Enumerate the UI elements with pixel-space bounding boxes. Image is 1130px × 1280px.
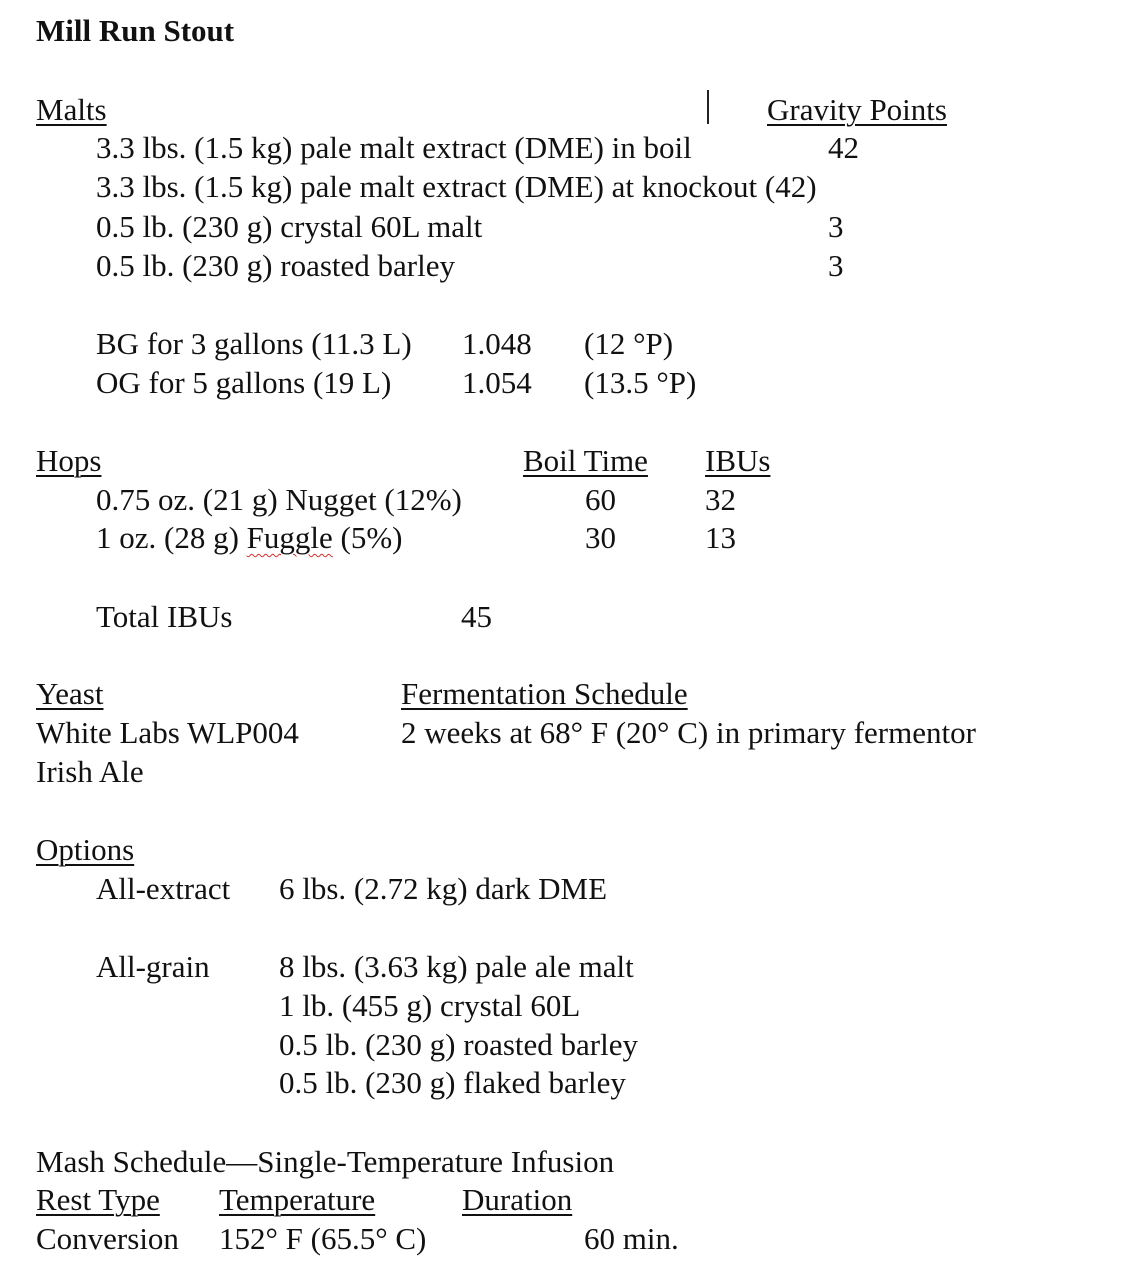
hop-item-1-ibu: 32 [705, 482, 736, 517]
mash-heading: Mash Schedule—Single-Temperature Infusion [36, 1144, 615, 1179]
malt-item-3-points: 3 [828, 209, 844, 244]
malts-heading: Malts [36, 92, 107, 127]
og-plato: (13.5 °P) [584, 365, 697, 400]
grain-item-2: 1 lb. (455 g) crystal 60L [279, 988, 581, 1023]
malt-item-1-points: 42 [828, 130, 859, 165]
gravity-points-heading: Gravity Points [767, 92, 947, 127]
spellcheck-word: Fuggle [246, 520, 333, 555]
bg-plato: (12 °P) [584, 326, 674, 361]
malt-item-4: 0.5 lb. (230 g) roasted barley [96, 248, 455, 283]
all-grain-label: All-grain [96, 949, 210, 984]
recipe-title: Mill Run Stout [36, 13, 235, 48]
total-ibus-label: Total IBUs [96, 599, 233, 634]
all-extract-label: All-extract [96, 871, 231, 906]
total-ibus-value: 45 [461, 599, 492, 634]
malt-item-2: 3.3 lbs. (1.5 kg) pale malt extract (DME) at knockout (42) [96, 169, 817, 204]
temperature-value: 152° F (65.5° C) [219, 1221, 427, 1256]
yeast-line-1: White Labs WLP004 [36, 715, 299, 750]
hop-item-2-ibu: 13 [705, 520, 736, 555]
malt-item-3: 0.5 lb. (230 g) crystal 60L malt [96, 209, 483, 244]
grain-item-3: 0.5 lb. (230 g) roasted barley [279, 1027, 638, 1062]
yeast-line-2: Irish Ale [36, 754, 144, 789]
hop-item-2 [96, 522, 403, 553]
ibus-heading: IBUs [705, 443, 771, 478]
all-extract-text: 6 lbs. (2.72 kg) dark DME [279, 871, 608, 906]
og-label: OG for 5 gallons (19 L) [96, 365, 392, 400]
bg-value: 1.048 [462, 326, 532, 361]
grain-item-4: 0.5 lb. (230 g) flaked barley [279, 1065, 626, 1100]
malt-item-1: 3.3 lbs. (1.5 kg) pale malt extract (DME) in boil [96, 130, 692, 165]
yeast-heading: Yeast [36, 676, 104, 711]
duration-heading: Duration [462, 1182, 573, 1217]
hop-item-2-time: 30 [585, 520, 616, 555]
malt-item-4-points: 3 [828, 248, 844, 283]
hop-item-2-pre: 1 oz. (28 g) [96, 520, 247, 555]
hop-item-1: 0.75 oz. (21 g) Nugget (12%) [96, 482, 462, 517]
bg-label: BG for 3 gallons (11.3 L) [96, 326, 412, 361]
hop-item-2-post: (5%) [332, 520, 403, 555]
hops-heading: Hops [36, 443, 102, 478]
grain-item-1: 8 lbs. (3.63 kg) pale ale malt [279, 949, 634, 984]
fermentation-heading: Fermentation Schedule [401, 676, 688, 711]
og-value: 1.054 [462, 365, 532, 400]
fermentation-text: 2 weeks at 68° F (20° C) in primary fermentor [401, 715, 976, 750]
rest-type-heading: Rest Type [36, 1182, 160, 1217]
hop-item-1-time: 60 [585, 482, 616, 517]
duration-value: 60 min. [584, 1221, 679, 1256]
rest-type-value: Conversion [36, 1221, 179, 1256]
options-heading: Options [36, 832, 135, 867]
temperature-heading: Temperature [219, 1182, 376, 1217]
boil-time-heading: Boil Time [523, 443, 648, 478]
cursor-bar [707, 90, 709, 124]
